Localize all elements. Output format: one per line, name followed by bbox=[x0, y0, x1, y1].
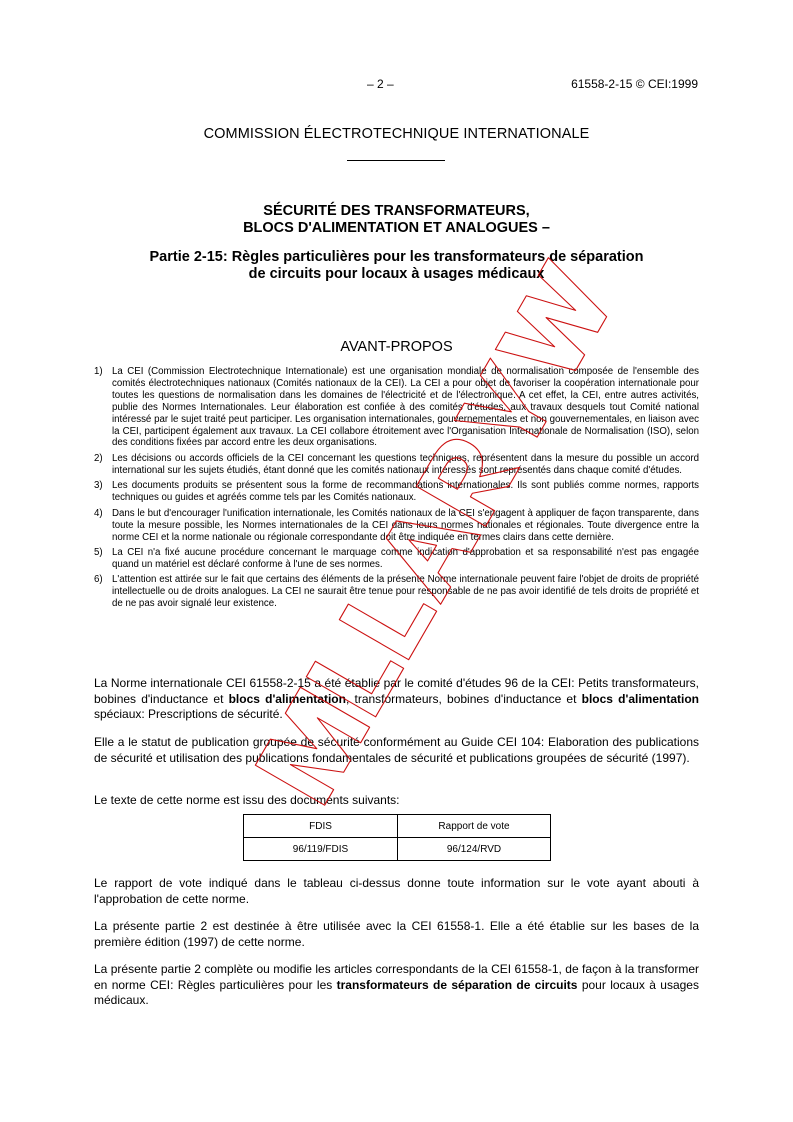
paragraph-usage: La présente partie 2 est destinée à être utilisée avec la CEI 61558-1. Elle a été établie sur les bases de la première édition (1997) de cette norme. bbox=[94, 919, 699, 949]
page-number: – 2 – bbox=[367, 77, 394, 91]
clause-item bbox=[94, 574, 699, 610]
paragraph-text: spéciaux: Prescriptions de sécurité. bbox=[94, 707, 283, 722]
foreword-clauses bbox=[94, 366, 699, 614]
clause-number: 4) bbox=[94, 507, 103, 519]
title-line-2: BLOCS D'ALIMENTATION ET ANALOGUES – bbox=[243, 220, 550, 236]
paragraph-status: Elle a le statut de publication groupée de sécurité conformément au Guide CEI 104: Elaboration des publications de sécurité et utilisation des publications fondamentales de sécurité et publications groupées de sécurité (1997). bbox=[94, 735, 699, 765]
clause-item bbox=[94, 366, 699, 449]
subtitle-line-1: Partie 2-15: Règles particulières pour les transformateurs de séparation bbox=[149, 249, 644, 265]
foreword-heading: AVANT-PROPOS bbox=[340, 339, 453, 355]
title-line-1: SÉCURITÉ DES TRANSFORMATEURS, bbox=[263, 203, 530, 219]
paragraph-text: La Norme internationale CEI 61558-2-15 a été établie par le comité d'études 96 de la CEI: Petits transformateurs, bobines d'inductance et bbox=[94, 676, 699, 706]
table-row bbox=[244, 838, 551, 861]
bold-term: blocs d'alimentation bbox=[581, 691, 700, 706]
vote-table bbox=[243, 814, 551, 861]
paragraph-text: , transformateurs, bobines d'inductance et bbox=[345, 691, 582, 706]
table-header-vote-report: Rapport de vote bbox=[398, 815, 551, 838]
table-row bbox=[244, 815, 551, 838]
clause-text: Dans le but d'encourager l'unification internationale, les Comités nationaux de la CEI s'engagent à appliquer de façon transparente, dans toute la mesure possible, les Normes internationales de la CEI dans leurs normes nationales et régionales. Toute divergence entre la norme CEI et la norme nationale ou régionale correspondante doit être indiquée en termes clairs dans cette dernière. bbox=[112, 507, 699, 543]
document-subtitle bbox=[0, 249, 793, 283]
bold-term: blocs d'alimentation bbox=[228, 691, 346, 706]
clause-number: 3) bbox=[94, 480, 103, 492]
bold-term: transformateurs de séparation de circuits bbox=[336, 977, 578, 992]
table-cell-fdis: 96/119/FDIS bbox=[244, 838, 398, 861]
clause-number: 2) bbox=[94, 452, 103, 464]
paragraph-committee bbox=[94, 676, 699, 723]
clause-item bbox=[94, 508, 699, 544]
document-title bbox=[0, 203, 793, 237]
paragraph-scope bbox=[94, 962, 699, 1009]
clause-number: 1) bbox=[94, 366, 103, 377]
paragraph-vote-report: Le rapport de vote indiqué dans le tableau ci-dessus donne toute information sur le vote ayant abouti à l'approbation de cette norme. bbox=[94, 876, 699, 906]
clause-item bbox=[94, 547, 699, 571]
table-cell-vote-report: 96/124/RVD bbox=[398, 838, 551, 861]
clause-number: 5) bbox=[94, 547, 103, 559]
paragraph-text: pour locaux à usages médicaux. bbox=[94, 977, 699, 1008]
clause-text: La CEI n'a fixé aucune procédure concernant le marquage comme indication d'approbation et sa responsabilité n'est pas engagée quand un matériel est déclaré conforme à l'une de ses normes. bbox=[112, 547, 699, 570]
paragraph-documents-intro: Le texte de cette norme est issu des documents suivants: bbox=[94, 793, 400, 807]
clause-text: Les documents produits se présentent sous la forme de recommandations internationales. Ils sont publiés comme normes, rapports techniques ou guides et agréés comme tels par les Comités nationaux. bbox=[112, 480, 699, 504]
clause-text: L'attention est attirée sur le fait que certains des éléments de la présente Norme internationale peuvent faire l'objet de droits de propriété intellectuelle ou de droits analogues. La CEI ne saurait être tenue pour responsable de ne pas avoir identifié de tels droits de propriété et de ne pas avoir signalé leur existence. bbox=[112, 574, 699, 610]
clause-text: Les décisions ou accords officiels de la CEI concernant les questions techniques, représentent dans la mesure du possible un accord international sur les sujets étudiés, étant donné que les comités nationaux intéressés sont représentés dans chaque comité d'études. bbox=[112, 452, 699, 476]
clause-item bbox=[94, 480, 699, 504]
table-header-fdis: FDIS bbox=[244, 815, 398, 838]
paragraph-text: La présente partie 2 complète ou modifie les articles correspondants de la CEI 61558-1, de façon à la transformer en norme CEI: Règles particulières pour les bbox=[94, 962, 699, 992]
clause-text: La CEI (Commission Electrotechnique Internationale) est une organisation mondiale de normalisation composée de l'ensemble des comités électrotechniques nationaux (Comités nationaux de la CEI). La CEI a pour objet de favoriser la coopération internationale pour toutes les questions de normalisation dans les domaines de l'électricité et de l'électronique. A cet effet, la CEI, entre autres activités, publie des Normes Internationales. Leur élaboration est confiée à des comités d'études, aux travaux desquels tout Comité national intéressé par le sujet traité peut participer. Les organisation internationales, gouvernementales et non gouvernementales, en liaison avec la CEI, participent également aux travaux. La CEI collabore étroitement avec l'Organisation Internationale de Normalisation (ISO), selon des conditions fixées par accord entre les deux organisations. bbox=[112, 366, 699, 449]
organization-divider bbox=[347, 160, 445, 161]
clause-item bbox=[94, 453, 699, 477]
clause-number: 6) bbox=[94, 574, 103, 586]
subtitle-line-2: de circuits pour locaux à usages médicaux bbox=[248, 266, 545, 282]
document-reference: 61558-2-15 © CEI:1999 bbox=[571, 77, 698, 91]
organization-name: COMMISSION ÉLECTROTECHNIQUE INTERNATIONALE bbox=[203, 126, 590, 142]
